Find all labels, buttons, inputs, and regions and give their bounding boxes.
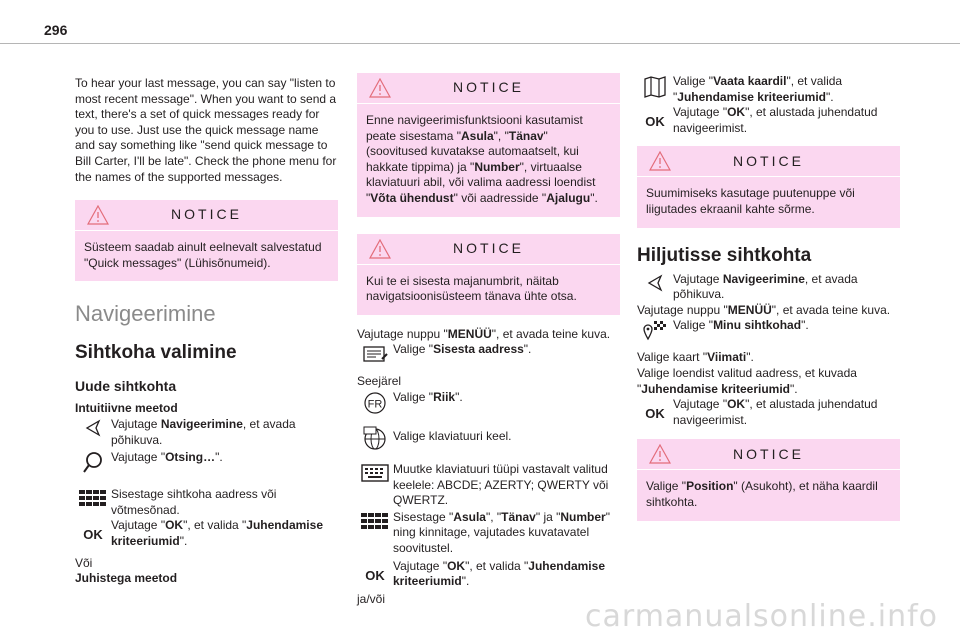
intro-paragraph: To hear your last message, you can say "listen to most recent message". When you want to send a text, there's a set of quick messages ready for you to use. Just use the quick message name and say something like "send quick message to Bill Carter, I'll be late". Check the phone menu for the names of the supported messages.: [75, 76, 337, 184]
step-country: FR Valige "Riik".: [357, 390, 620, 415]
navigation-arrow-icon: [637, 272, 673, 293]
notice-header: [637, 146, 900, 177]
notice-box: [75, 200, 338, 281]
ok-icon: OK: [365, 567, 385, 583]
warning-icon: [87, 205, 109, 230]
step-enter-fields: Sisestage "Asula", "Tänav" ja "Number" ning kinnitage, vajutades kuvatavatel soovitustel.: [357, 494, 620, 557]
menu-instruction: Vajutage nuppu "MENÜÜ", et avada teine kuva.: [637, 302, 891, 317]
page-number: 296: [44, 22, 68, 38]
navigation-arrow-icon: [75, 417, 111, 438]
svg-text:FR: FR: [367, 398, 383, 411]
ok-icon: OK: [645, 406, 665, 422]
then-text: Seejärel: [357, 374, 402, 389]
keyboard-grid-icon: [357, 510, 393, 533]
header-divider: [0, 43, 960, 44]
recent-tab-instruction: Valige kaart "Viimati".: [637, 350, 754, 365]
guided-heading: Juhistega meetod: [75, 571, 178, 586]
destination-pin-icon: [637, 318, 673, 341]
menu-instruction: Vajutage nuppu "MENÜÜ", et avada teine kuva.: [357, 326, 611, 341]
notice-title: NOTICE: [733, 445, 804, 462]
column-2: [357, 73, 620, 607]
ok-icon: OK: [645, 114, 665, 130]
notice-header: [357, 73, 620, 104]
notice-box: [637, 439, 900, 520]
subsubsection-title: Uude sihtkohta: [75, 378, 177, 395]
step-enter-address: Valige "Sisesta aadress".: [357, 342, 620, 367]
keyboard-language-icon: [357, 425, 393, 452]
step-ok: OK Vajutage "OK", et alustada juhendatud navigeerimist.: [637, 105, 900, 136]
warning-icon: [369, 78, 391, 103]
notice-header: [75, 200, 338, 231]
section-title: Navigeerimine: [75, 301, 216, 327]
or-text: Või: [75, 555, 93, 570]
keyboard-icon: [357, 462, 393, 483]
search-icon: [75, 450, 111, 475]
section-title: Hiljutisse sihtkohta: [637, 244, 812, 266]
intuitive-heading: Intuitiivne meetod: [75, 401, 178, 416]
step-my-destinations: Valige "Minu sihtkohad".: [637, 318, 900, 341]
step-view-map: Valige "Vaata kaardil", et valida "Juhendamise kriteeriumid".: [637, 74, 900, 105]
step-ok: OK Vajutage "OK", et valida "Juhendamise kriteeriumid".: [357, 559, 620, 590]
notice-title: NOTICE: [733, 152, 804, 169]
notice-body: Suumimiseks kasutage puutenuppe või liigutades ekraanil kahte sõrme.: [646, 186, 855, 216]
step-navigation: Vajutage Navigeerimine, et avada põhikuva.: [637, 272, 900, 303]
step-ok: OK Vajutage "OK", et alustada juhendatud navigeerimist.: [637, 397, 900, 428]
subsection-title: Sihtkoha valimine: [75, 342, 237, 364]
step-keyboard-language: Valige klaviatuuri keel.: [357, 425, 620, 452]
step-ok: OK Vajutage "OK", et valida "Juhendamise kriteeriumid".: [75, 518, 338, 549]
ok-icon: OK: [83, 527, 103, 543]
column-3: [637, 74, 900, 529]
notice-header: [357, 234, 620, 265]
notice-title: NOTICE: [453, 79, 524, 96]
notice-body: Kui te ei sisesta majanumbrit, näitab navigatsioonisüsteem tänava ühte otsa.: [366, 273, 577, 304]
step-navigation: Vajutage Navigeerimine, et avada põhikuva.: [75, 417, 338, 448]
notice-header: [637, 439, 900, 470]
warning-icon: [369, 239, 391, 264]
warning-icon: [649, 444, 671, 469]
notice-box: [357, 234, 620, 315]
notice-title: NOTICE: [171, 206, 242, 223]
notice-box: [357, 73, 620, 217]
map-icon: [637, 74, 673, 99]
country-fr-icon: [357, 390, 393, 415]
column-1: [75, 76, 338, 587]
step-enter-address: Sisestage sihtkoha aadress või võtmesõnad.: [75, 487, 338, 518]
notice-body: Süsteem saadab ainult eelnevalt salvestatud "Quick messages" (Lühisõnumeid).: [84, 240, 322, 270]
notice-body: Valige "Position" (Asukoht), et näha kaardil sihtkohta.: [646, 479, 878, 509]
footer-watermark: carmanualsonline.info: [585, 599, 938, 634]
keyboard-grid-icon: [75, 487, 111, 510]
andor-text: ja/või: [357, 591, 386, 606]
notice-title: NOTICE: [453, 239, 524, 256]
step-keyboard-type: Muutke klaviatuuri tüüpi vastavalt valitud keelele: ABCDE; AZERTY; QWERTY või QWERTZ.: [357, 462, 620, 509]
warning-icon: [649, 151, 671, 176]
select-address-instruction: Valige loendist valitud aadress, et kuvada "Juhendamise kriteeriumid".: [637, 365, 857, 396]
notice-body: Enne navigeerimisfunktsiooni kasutamist peate sisestama "Asula", "Tänav" (soovitused kuvatakse automaatselt, kui hakkate tippima) ja "Number", virtuaalse klaviatuuri abil, või valima aadressi loendist "Võta ühendust" või aadresside "Ajalugu".: [366, 113, 598, 205]
notice-box: [637, 146, 900, 227]
step-search: Vajutage "Otsing…".: [75, 450, 338, 475]
address-entry-icon: [357, 342, 393, 367]
